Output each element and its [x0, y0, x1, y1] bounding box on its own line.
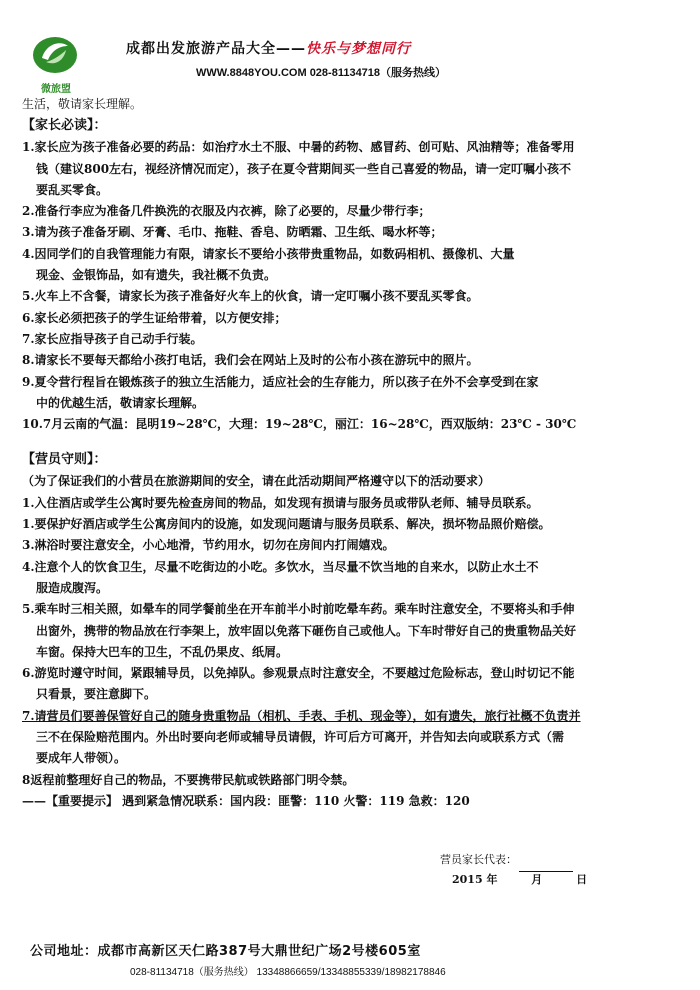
list-item: 1.家长应为孩子准备必要的药品：如治疗水土不服、中暑的药物、感冒药、创可贴、风油精等；准备零用: [22, 140, 575, 155]
list-item: 钱（建议800左右，视经济情况而定），孩子在夏令营期间买一些自己喜爱的物品，请一定叮嘱小孩不: [36, 161, 572, 176]
list-item: 3.淋浴时要注意安全，小心地滑，节约用水，切勿在房间内打闹嬉戏。: [22, 538, 395, 553]
parent-signature: [440, 848, 573, 872]
list-item: 6.家长必须把孩子的学生证给带着，以方便安排；: [22, 310, 287, 325]
list-item: 6.游览时遵守时间，紧跟辅导员，以免掉队。参观景点时注意安全，不要越过危险标志，登山时切记不能: [22, 666, 575, 681]
list-item: 10.7月云南的气温：昆明19~28℃，大理：19~28℃，丽江：16~28℃，西双版纳：23℃ - 30℃: [22, 417, 577, 432]
list-item: 8.请家长不要每天都给小孩打电话，我们会在网站上及时的公布小孩在游玩中的照片。: [22, 353, 479, 368]
list-item: 1.要保护好酒店或学生公寓房间内的设施，如发现问题请与服务员联系、解决，损坏物品照价赔偿。: [22, 517, 551, 532]
list-item: 7.请营员们要善保管好自己的随身贵重物品（相机、手表、手机、现金等），如有遗失，旅行社概不负责并: [22, 708, 581, 723]
page-header: [30, 30, 670, 94]
page-footer: [30, 940, 670, 978]
list-item: 4.因同学们的自我管理能力有限，请家长不要给小孩带贵重物品，如数码相机、摄像机、大量: [22, 246, 515, 261]
list-item: 1.入住酒店或学生公寓时要先检查房间的物品，如发现有损请与服务员或带队老师、辅导员联系。: [22, 495, 539, 510]
logo-text: 微旅盟: [41, 84, 71, 95]
list-item: 5.火车上不含餐，请家长为孩子准备好火车上的伙食，请一定叮嘱小孩不要乱买零食。: [22, 289, 479, 304]
intro-line: 生活，敬请家长理解。: [22, 97, 143, 111]
website-link[interactable]: WWW.8848YOU.COM: [196, 67, 307, 79]
list-item: 要成年人带领）。: [36, 751, 127, 766]
header-contact: [196, 64, 446, 80]
list-item: 8返程前整理好自己的物品，不要携带民航或铁路部门明令禁。: [22, 772, 355, 787]
section-heading-parents: 【家长必读】：: [22, 118, 107, 134]
rules-preface: （为了保证我们的小营员在旅游期间的安全，请在此活动期间严格遵守以下的活动要求）: [22, 474, 491, 489]
list-item: 9.夏令营行程旨在锻炼孩子的独立生活能力，适应社会的生存能力，所以孩子在外不会享受到在家: [22, 374, 539, 389]
date-day: 日: [576, 873, 588, 886]
date-year: 2015 年: [452, 873, 498, 886]
signature-label: 营员家长代表：: [440, 853, 517, 866]
date-month: 月: [531, 873, 543, 886]
company-title: 成都出发旅游产品大全——: [126, 41, 306, 57]
list-item: 服造成腹泻。: [36, 580, 109, 595]
company-address: 公司地址：成都市高新区天仁路387号大鼎世纪广场2号楼605室: [30, 944, 421, 959]
list-item: 现金、金银饰品，如有遗失，我社概不负责。: [36, 268, 277, 283]
list-item: 三不在保险赔范围内。外出时要向老师或辅导员请假，许可后方可离开，并告知去向或联系方式（需: [36, 730, 565, 745]
footer-phones: 028-81134718（服务热线） 13348866659/13348855339/18982178846: [130, 967, 446, 978]
slogan: 快乐与梦想同行: [306, 41, 411, 57]
signature-date: [452, 871, 617, 887]
section-heading-rules: 【营员守则】：: [22, 452, 107, 468]
list-item: 中的优越生活，敬请家长理解。: [36, 395, 205, 410]
list-item: 2.准备行李应为准备几件换洗的衣服及内衣裤，除了必要的，尽量少带行李；: [22, 204, 431, 219]
hotline: 028-81134718（服务热线）: [309, 67, 447, 79]
list-item: 出窗外，携带的物品放在行李架上，放牢固以免落下砸伤自己或他人。下车时带好自己的贵重物品关好: [36, 623, 577, 638]
list-item: 只看景，要注意脚下。: [36, 687, 157, 702]
list-item: 车窗。保持大巴车的卫生，不乱仍果皮、纸屑。: [36, 644, 289, 659]
list-item: 7.家长应指导孩子自己动手行装。: [22, 331, 203, 346]
important-notice: ——【重要提示】 遇到紧急情况联系：国内段：匪警：110 火警：119 急救：120: [22, 793, 470, 808]
weilvmeng-logo-icon: [30, 30, 80, 80]
header-title: [126, 38, 411, 58]
list-item: 要乱买零食。: [36, 182, 109, 197]
list-item: 5.乘车时三相关照，如晕车的同学餐前坐在开车前半小时前吃晕车药。乘车时注意安全，不要将头和手伸: [22, 602, 575, 617]
section-gap: [22, 435, 674, 449]
notice-body: [22, 94, 674, 812]
list-item: 3.请为孩子准备牙刷、牙膏、毛巾、拖鞋、香皂、防晒霜、卫生纸、喝水杯等；: [22, 225, 443, 240]
list-item: 4.注意个人的饮食卫生，尽量不吃街边的小吃。多饮水，当尽量不饮当地的自来水，以防止水土不: [22, 559, 539, 574]
